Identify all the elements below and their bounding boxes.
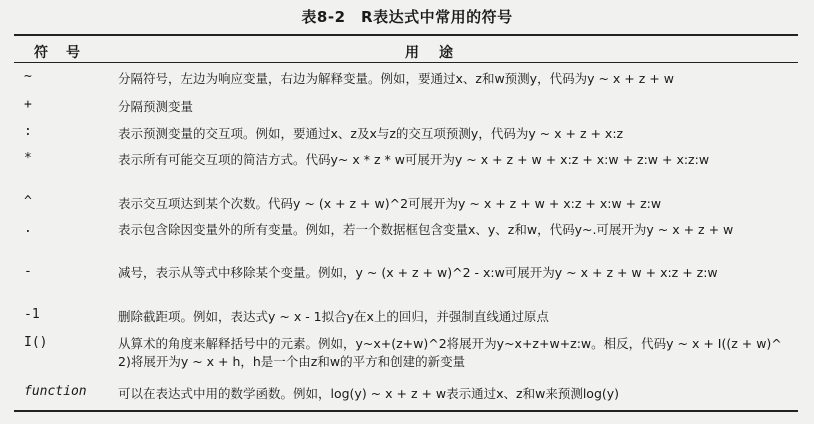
top-rule xyxy=(14,34,798,36)
row-description: 分隔预测变量 xyxy=(118,99,194,114)
row-description: 表示包含除因变量外的所有变量。例如，若一个数据框包含变量x、y、z和w，代码y~.可展开为y ~ x + z + w xyxy=(118,222,734,237)
row-description: 减号，表示从等式中移除某个变量。例如，y ~ (x + z + w)^2 - x:w可展开为y ~ x + z + w + x:z + z:w xyxy=(118,265,718,280)
row-description: 从算术的角度来解释括号中的元素。例如，y~x+(z+w)^2将展开为y~x+z+w+z:w。相反，代码y ~ x + I((z + w)^2)将展开为y ~ x + h，h是一个由z和w的平方和创建的新变量 xyxy=(118,336,782,369)
row-symbol: - xyxy=(24,264,32,279)
header-usage: 用途 xyxy=(405,45,473,61)
header-rule xyxy=(14,62,798,63)
header-symbol: 符号 xyxy=(34,45,98,61)
row-symbol: + xyxy=(24,97,32,112)
row-description: 可以在表达式中用的数学函数。例如，log(y) ~ x + z + w表示通过x、z和w来预测log(y) xyxy=(118,386,620,401)
row-symbol: : xyxy=(24,124,32,139)
row-description: 表示交互项达到某个次数。代码y ~ (x + z + w)^2可展开为y ~ x + z + w + x:z + x:w + z:w xyxy=(118,196,662,211)
row-symbol: I() xyxy=(24,335,48,350)
row-symbol: ~ xyxy=(24,69,32,84)
row-description: 分隔符号，左边为响应变量，右边为解释变量。例如，要通过x、z和w预测y，代码为y ~ x + z + w xyxy=(118,71,674,86)
bottom-rule xyxy=(14,410,798,412)
row-symbol: function xyxy=(24,384,87,399)
row-description: 表示所有可能交互项的简洁方式。代码y~ x * z * w可展开为y ~ x + z + w + x:z + x:w + z:w + x:z:w xyxy=(118,152,710,167)
row-description: 表示预测变量的交互项。例如，要通过x、z及x与z的交互项预测y，代码为y ~ x + z + x:z xyxy=(118,126,624,141)
row-symbol: * xyxy=(24,151,32,166)
row-symbol: -1 xyxy=(24,307,40,322)
row-symbol: . xyxy=(24,221,32,236)
row-symbol: ^ xyxy=(24,194,32,209)
table-title: 表8-2 R表达式中常用的符号 xyxy=(301,8,513,26)
row-description: 删除截距项。例如，表达式y ~ x - 1拟合y在x上的回归，并强制直线通过原点 xyxy=(118,309,549,324)
